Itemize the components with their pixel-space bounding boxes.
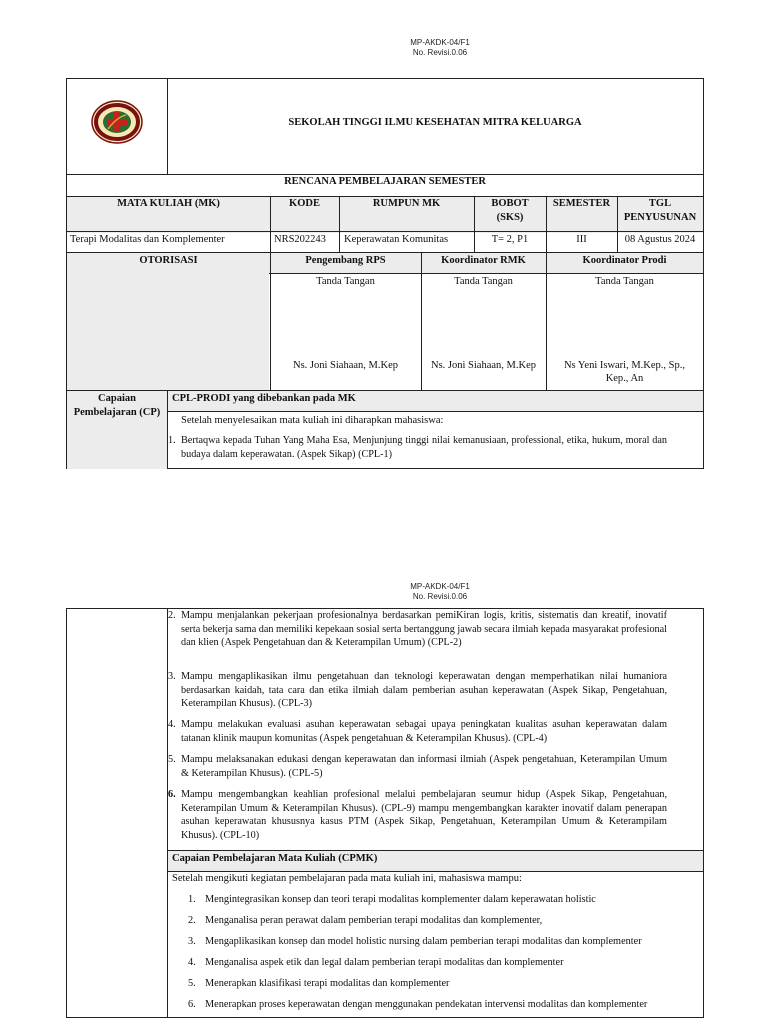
cpl-item-3-text: Mampu mengaplikasikan ilmu pengetahuan dan teknologi keperawatan dengan memperhatikan nilai humaniora berdasarkan kaidah, tata cara dan etika ilmiah dalam pemberian asuhan keperawatan (Aspek Sikap, Pengetahuan, Keterampilan Khusus). (CPL-3) [181,671,667,709]
signatory-prodi: Ns Yeni Iswari, M.Kep., Sp., Kep., An [563,360,686,384]
cpmk-item-3 [188,935,703,948]
course-date: 08 Agustus 2024 [624,234,696,245]
course-semester: III [576,234,587,245]
header-semester: SEMESTER [552,198,611,209]
cpl-intro: Setelah menyelesaikan mata kuliah ini diharapkan mahasiswa: [181,415,444,426]
header-tgl-penyusunan: TGL PENYUSUNAN [623,198,697,223]
institution-logo [90,99,144,145]
cpmk-header: Capaian Pembelajaran Mata Kuliah (CPMK) [172,853,378,864]
cpmk-item-4-text: Menganalisa aspek etik dan legal dalam pemberian terapi modalitas dan komplementer [205,957,564,968]
capaian-pembelajaran-label: Capaian Pembelajaran (CP) [73,393,161,418]
cpl-prodi-header: CPL-PRODI yang dibebankan pada MK [172,393,356,404]
cpl-item-1-number: 1. [168,435,176,446]
header-kode: KODE [289,198,320,209]
cpmk-item-1-text: Mengintegrasikan konsep dan teori terapi modalitas komplementer dalam keperawatan holistic [205,894,596,905]
signatory-pengembang: Ns. Joni Siahaan, M.Kep [293,360,398,371]
cpmk-item-1-number: 1. [188,894,196,905]
cpl-item-6-text: Mampu mengembangkan keahlian profesional melalui pembelajaran seumur hidup (Aspek Sikap, Pengetahuan, Keterampilan Umum & Keterampilan Khusus). (CPL-9) mampu mengembangkan karakter inovatif dalam penerapan asuhan keperawatan khususnya kasus PTM (Aspek Sikap, Pengetahuan, Keterampilan Umum & Keterampilam Khusus). (CPL-10) [181,789,667,841]
doc-code: MP-AKDK-04/F1 [410,38,470,47]
document-title: RENCANA PEMBELAJARAN SEMESTER [284,176,486,187]
pengembang-rps-header: Pengembang RPS [305,255,386,266]
signature-label-rmk: Tanda Tangan [454,276,513,287]
cpl-item-2-text: Mampu menjalankan pekerjaan profesionalnya berdasarkan pemiKiran logis, kritis, sistematis dan kreatif, inovatif serta bekerja sama dan memiliki kepekaan sosial serta bertanggung jawab secara ilmiah kepada masyarakat profesional dan klien (Aspek Pengetahuan dan & Keterampilan Umum) (CPL-2) [181,610,667,648]
cpl-item-2-number: 2. [168,610,176,621]
cpmk-item-4-number: 4. [188,957,196,968]
course-name: Terapi Modalitas dan Komplementer [70,234,225,245]
cpmk-item-1 [188,893,703,906]
cpmk-item-2-text: Menganalisa peran perawat dalam pemberian terapi modalitas dan komplementer, [205,915,543,926]
cpl-item-1 [168,434,667,461]
cpmk-intro: Setelah mengikuti kegiatan pembelajaran pada mata kuliah ini, mahasiswa mampu: [172,873,522,884]
revision-number-page2: No. Revisi.0.06 [412,592,468,601]
cpl-item-4-text: Mampu melakukan evaluasi asuhan keperawatan sebagai upaya peningkatan kualitas asuhan keperawatan dalam tatanan klinik maupun komunitas (Aspek pengetahuan & Keterampilan Khusus). (CPL-4) [181,719,667,744]
cpl-item-6-number: 6. [168,789,176,800]
course-code: NRS202243 [274,234,326,245]
rps-table-page1 [66,78,704,469]
cpmk-item-5-text: Menerapkan klasifikasi terapi modalitas dan komplementer [205,978,450,989]
course-rumpun: Keperawatan Komunitas [344,234,449,245]
cpl-item-5-text: Mampu melaksanakan edukasi dengan keperawatan dan informasi ilmiah (Aspek pengetahuan, Keterampilan Umum & Keterampilan Khusus). (CPL-5) [181,754,667,779]
cpmk-item-5 [188,977,703,990]
koordinator-rmk-header: Koordinator RMK [441,255,526,266]
rps-table-page2 [66,608,704,1018]
cpl-item-4 [168,718,667,745]
cpmk-item-3-text: Mengaplikasikan konsep dan model holistic nursing dalam pemberian terapi modalitas dan komplementer [205,936,642,947]
cpmk-item-6 [188,998,703,1011]
cpl-item-5-number: 5. [168,754,176,765]
course-bobot: T= 2, P1 [491,234,529,245]
cpl-item-3 [168,670,667,711]
cpl-item-1-text: Bertaqwa kepada Tuhan Yang Maha Esa, Menjunjung tinggi nilai kemanusiaan, professional, etika, hukum, moral dan budaya dalam keperawatan. (Aspek Sikap) (CPL-1) [181,435,667,460]
koordinator-prodi-header: Koordinator Prodi [582,255,667,266]
cpmk-item-5-number: 5. [188,978,196,989]
cpl-item-4-number: 4. [168,719,176,730]
cpmk-item-2 [188,914,703,927]
cpl-item-2 [168,609,667,650]
doc-code-page2: MP-AKDK-04/F1 [410,582,470,591]
cpl-item-3-number: 3. [168,671,176,682]
header-rumpun-mk: RUMPUN MK [372,198,441,209]
cpmk-item-3-number: 3. [188,936,196,947]
cpmk-item-6-text: Menerapkan proses keperawatan dengan menggunakan pendekatan intervensi modalitas dan komplementer [205,999,648,1010]
cpl-item-5 [168,753,667,780]
signature-label-pengembang: Tanda Tangan [316,276,375,287]
header-bobot-sks: BOBOT (SKS) [491,198,529,223]
otorisasi-label: OTORISASI [139,255,198,266]
cpmk-item-2-number: 2. [188,915,196,926]
header-mata-kuliah: MATA KULIAH (MK) [117,198,220,209]
cpmk-item-6-number: 6. [188,999,196,1010]
cpl-item-6 [168,788,667,842]
cpmk-item-4 [188,956,703,969]
signatory-rmk: Ns. Joni Siahaan, M.Kep [431,360,536,371]
institution-name: SEKOLAH TINGGI ILMU KESEHATAN MITRA KELUARGA [288,117,582,128]
revision-number: No. Revisi.0.06 [412,48,468,57]
signature-label-prodi: Tanda Tangan [595,276,654,287]
